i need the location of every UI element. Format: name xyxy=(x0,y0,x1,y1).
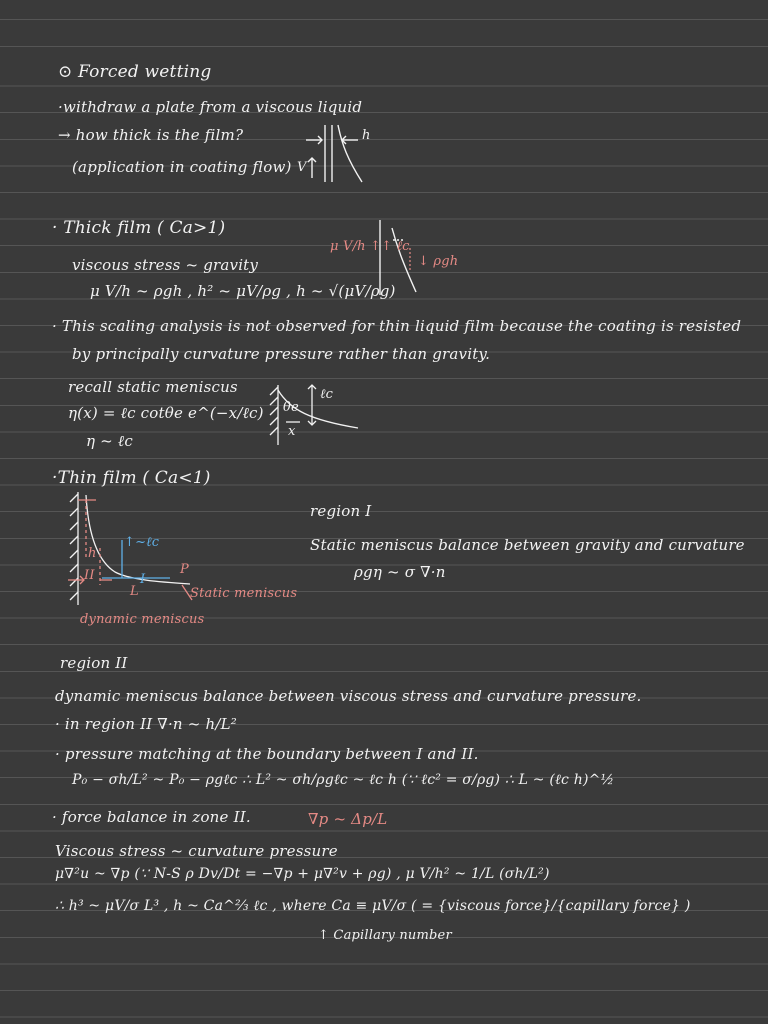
equation-eta-scale: η ~ ℓc xyxy=(86,432,133,450)
note-line: viscous stress ~ gravity xyxy=(72,256,259,274)
fig2-viscous-label: μ V/h ↑↑ ℓc xyxy=(330,239,410,254)
fig3-lc-label: ℓc xyxy=(320,387,334,402)
fig4-p-label: P xyxy=(180,562,189,577)
note-line: dynamic meniscus balance between viscous stress and curvature pressure. xyxy=(55,687,642,705)
fig1-h-label: h xyxy=(362,128,371,143)
equation-force-balance: μ∇²u ~ ∇p (∵ N-S ρ Dv/Dt = −∇p + μ∇²v + ρg) , μ V/h² ~ 1/L (σh/L²) xyxy=(55,866,550,882)
note-line: Viscous stress ~ curvature pressure xyxy=(55,842,338,860)
fig3-theta-label: θe xyxy=(283,400,299,415)
fig3-x-label: x xyxy=(288,424,296,439)
note-line: Static meniscus balance between gravity and curvature xyxy=(310,536,745,554)
equation-thick-film: μ V/h ~ ρgh , h² ~ μV/ρg , h ~ √(μV/ρg) xyxy=(90,282,396,300)
heading-forced-wetting: ⊙ Forced wetting xyxy=(58,62,212,82)
fig1-v-label: V xyxy=(297,160,307,175)
fig4-L-label: L xyxy=(130,584,139,599)
note-line: · in region II ∇·n ~ h/L² xyxy=(55,715,237,733)
fig4-h-label: h xyxy=(88,546,97,561)
note-line: · pressure matching at the boundary between I and II. xyxy=(55,745,479,763)
equation-pressure-matching: P₀ − σh/L² ~ P₀ − ρgℓc ∴ L² ~ σh/ρgℓc ~ ℓc h (∵ ℓc² = σ/ρg) ∴ L ~ (ℓc h)^½ xyxy=(72,772,615,788)
region-one-title: region I xyxy=(310,502,372,520)
section-thin-film: ·Thin film ( Ca<1) xyxy=(52,468,211,488)
note-line: → how thick is the film? xyxy=(58,126,244,144)
fig4-lc-label: ↑~ℓc xyxy=(124,535,160,550)
section-thick-film: · Thick film ( Ca>1) xyxy=(52,218,226,238)
fig4-static-label: Static meniscus xyxy=(190,586,298,601)
region-two-title: region II xyxy=(60,654,128,672)
capillary-number-note: ↑ Capillary number xyxy=(318,928,452,943)
equation-static-meniscus: η(x) = ℓc cotθe e^(−x/ℓc) xyxy=(68,404,264,422)
note-line: · This scaling analysis is not observed for thin liquid film because the coating is resisted xyxy=(52,317,742,335)
note-line: · force balance in zone II. xyxy=(52,808,251,826)
note-line: recall static meniscus xyxy=(68,378,238,396)
note-line: (application in coating flow) xyxy=(72,158,292,176)
fig4-dynamic-label: dynamic meniscus xyxy=(80,612,205,627)
equation-region-one: ρgη ~ σ ∇·n xyxy=(354,563,446,581)
fig2-gravity-label: ↓ ρgh xyxy=(418,254,459,269)
fig4-region-one: I xyxy=(140,572,146,587)
equation-film-thickness: ∴ h³ ~ μV/σ L³ , h ~ Ca^⅔ ℓc , where Ca ≡ μV/σ ( = {viscous force}/{capillary force} ) xyxy=(55,898,691,914)
equation-grad-p: ∇p ~ Δp/L xyxy=(308,810,388,828)
fig4-region-two: II xyxy=(84,568,95,583)
note-line: ·withdraw a plate from a viscous liquid xyxy=(58,98,363,116)
note-line: by principally curvature pressure rather than gravity. xyxy=(72,345,491,363)
